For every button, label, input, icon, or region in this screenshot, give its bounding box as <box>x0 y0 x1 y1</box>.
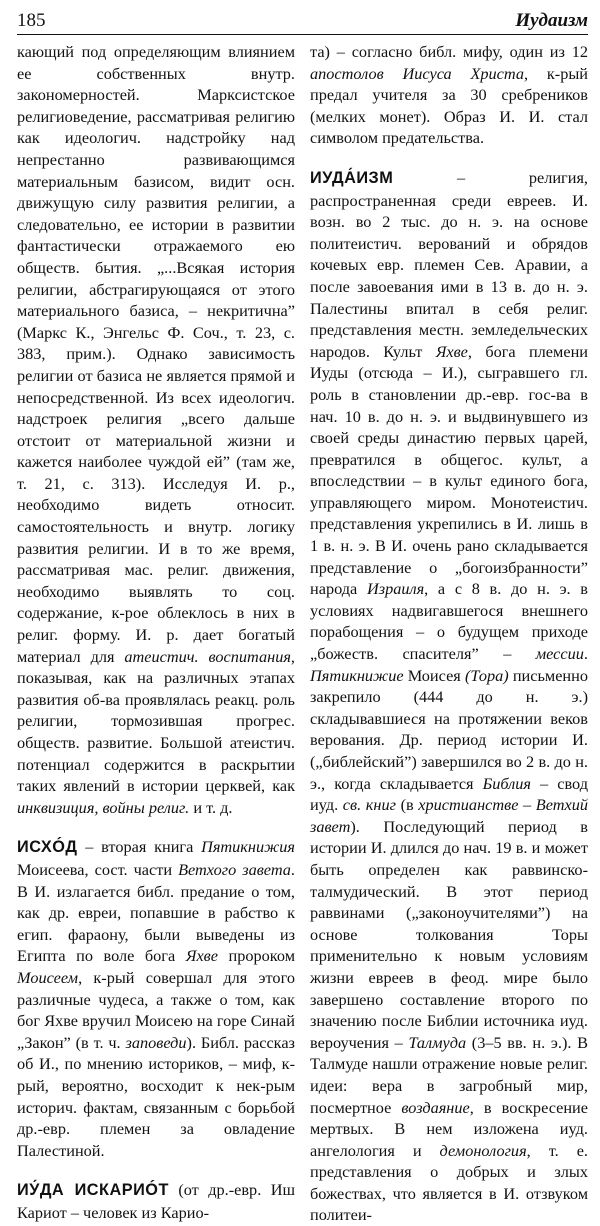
cross-reference: заповеди <box>125 1032 187 1052</box>
cross-reference: Пятикнижие <box>310 665 404 685</box>
entry-ishod: ИСХÓД – вторая книга Пятикнижия Моисеева, сост. части Ветхого завета. В И. излагается библ. предание о том, как др. евреи, попавшие в рабство к егип. фараону, были выведены из Египта по воле бога Яхве пророком Моисеем, к-рый совершал для этого различные чудеса, а также о том, как бог Яхве вручил Моисею на горе Синай „Закон” (в т. ч. заповеди). Библ. рассказ об И., по мнению историков, – миф, к-рый, вероятно, восходит к нек-рым историч. фактам, связанным с борьбой др.-евр. племен за овладение Палестиной. <box>17 837 296 1160</box>
entry-iudaizm: ИУДА́ИЗМ – религия, распространенная среди евреев. И. возн. во 2 тыс. до н. э. на основе политеистич. верований и обрядов кочевых евр. племен Сев. Аравии, а после завоевания ими в 13 в. до н. э. Палестины впитал в себя религ. представления местн. земледельческих народов. Культ Яхве, бога племени Иуды (отсюда – И.), сыгравшего гл. роль в становлении др.-евр. гос-ва в нач. 10 в. до н. э. и выдвинувшего из своей среды династию первых царей, превратился в общегос. культ, а впоследствии – в культ единого бога, управляющего миром. Монотеистич. представления укрепились в И. лишь в 1 в. н. э. В И. очень рано складывается представление о „богоизбранности” народа Израиля, а с 8 в. до н. э. в условиях надвигавшегося внешнего порабощения – о будущем приходе „божеств. спасителя” – мессии. Пятикнижие Моисея (Тора) письменно закрепило (444 до н. э.) складывавшиеся на протяжении веков верования. Др. период истории И. („библейский”) завершился во 2 в. до н. э., когда складывается Библия – свод иуд. св. книг (в христианстве – Ветхий завет). Последующий период в истории И. длился до нач. 19 в. и может быть определен как раввинско-талмудический. В этот период раввинами („законоучителями”) на основе толкования Торы применительно к новым условиям жизни евреев в феод. мире было завершено составление второго по значению после Библии источника иуд. вероучения – Талмуда (3–5 вв. н. э.). В Талмуде нашли отражение новые религ. идеи: вера в загробный мир, посмертное воздаяние, в воскресение мертвых. В нем изложена иуд. ангелология и демонология, т. е. представления о добрых и злых божествах, что является в И. отзвуком политеи- <box>310 167 589 1225</box>
cross-reference: Яхве <box>185 946 218 966</box>
cross-reference: св. книг <box>342 795 396 815</box>
entry-continuation-istoriya-religii: кающий под определяющим влиянием ее собственных внутр. закономерностей. Марксистское религиоведение, рассматривая религию как идеологич. надстройку над непрестанно развивающимся материальным базисом, видит осн. движущую силу развития религии, а следовательно, ее истории в развитии фантастически отражаемого ею обществ. бытия. „...Всякая история религии, абстрагирующаяся от этого материального базиса, – некритична” (Маркс К., Энгельс Ф. Соч., т. 23, с. 383, прим.). Однако зависимость религии от базиса не является прямой и непосредственной. Из всех идеологич. надстроек религия „всего дальше отстоит от материальной жизни и кажется наиболее чуждой ей” (там же, т. 21, с. 313). Исследуя И. р., необходимо видеть относит. самостоятельность и внутр. логику развития религии. И в то же время, рассматривая мас. религ. движения, необходимо выявлять то соц. содержание, к-рое облеклось в них в религ. форму. И. р. дает богатый материал для атеистич. воспитания, показывая, как на различных этапах развития об-ва проявлялась реакц. роль религии, тормозившая прогрес. обществ. развитие. Большой атеистич. потенциал содержится в раскрытии таких явлений в истории церквей, как инквизиция, войны религ. и т. д. <box>17 42 295 817</box>
page-number: 185 <box>17 10 46 31</box>
cross-reference: атеистич. воспитания <box>124 646 291 666</box>
cross-reference: Моисеем <box>17 967 79 987</box>
entry-headword: ИУДА́ИЗМ <box>310 168 394 187</box>
text-columns <box>17 41 588 1226</box>
cross-reference: Ветхого завета <box>178 859 291 879</box>
cross-reference: Талмуда <box>408 1032 467 1052</box>
cross-reference: Израиля <box>366 579 425 599</box>
page-header <box>17 0 588 35</box>
cross-reference: апостолов Иисуса Христа <box>310 63 524 83</box>
cross-reference: мессии <box>535 644 584 664</box>
left-column <box>17 41 295 1226</box>
entry-headword: ИУ́ДА ИСКАРИÓТ <box>17 1181 169 1200</box>
cross-reference: Библия <box>482 773 531 793</box>
entry-headword: ИСХÓД <box>17 838 78 857</box>
entry-iuda-iskariot: ИУ́ДА ИСКАРИÓТ (от др.-евр. Иш Кариот – человек из Карио- <box>17 1180 295 1222</box>
cross-reference: инквизиция, войны религ. <box>17 797 190 817</box>
cross-reference: (Тора) <box>464 665 509 685</box>
cross-reference: христианстве – Ветхий завет <box>310 795 589 836</box>
running-title: Иудаизм <box>515 10 588 31</box>
right-column <box>310 41 588 1226</box>
cross-reference: воздаяние <box>401 1097 470 1117</box>
entry-iuda-iskariot-continuation: та) – согласно библ. мифу, один из 12 апостолов Иисуса Христа, к-рый предал учителя за 30 сребреников (мелких монет). Образ И. И. стал символом предательства. <box>310 42 588 148</box>
cross-reference: демонология <box>439 1140 527 1160</box>
cross-reference: Яхве <box>435 341 468 361</box>
cross-reference: Пятикнижия <box>201 837 295 857</box>
